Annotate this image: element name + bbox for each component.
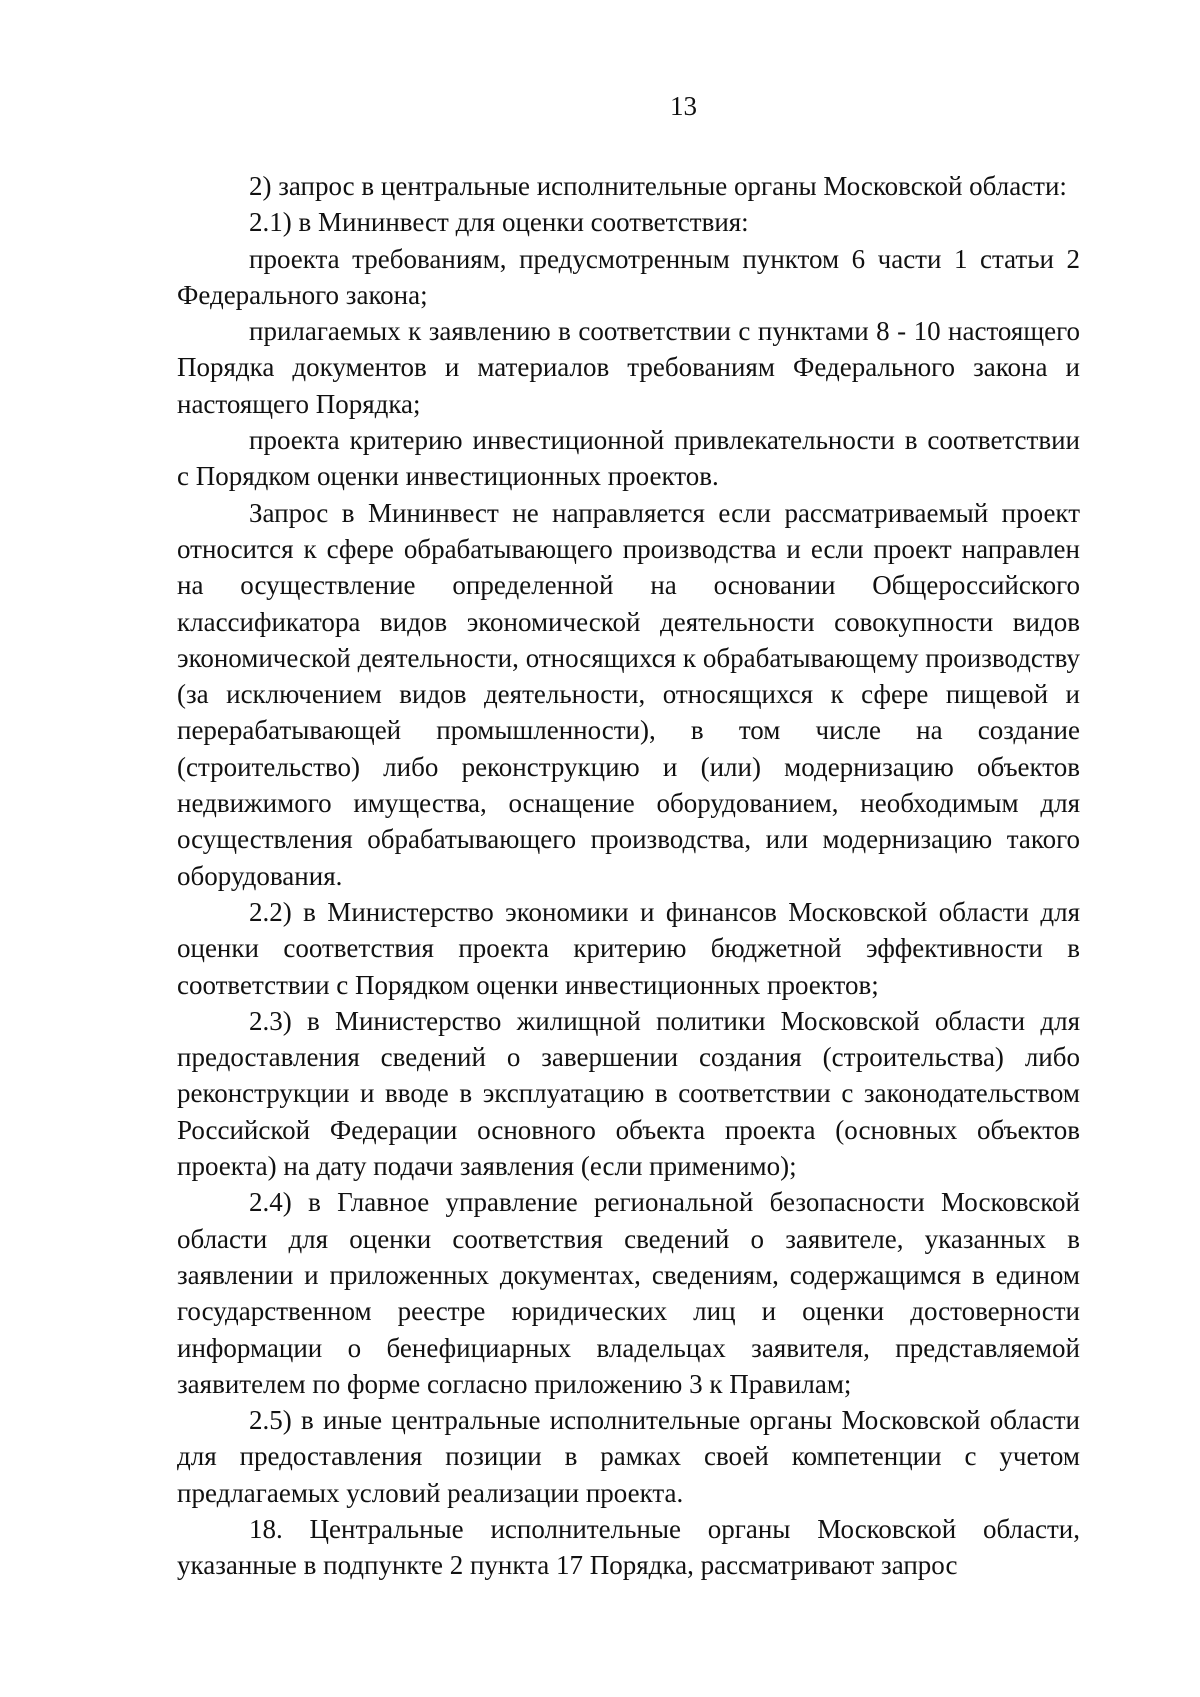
paragraph: проекта требованиям, предусмотренным пунктом 6 части 1 статьи 2 Федерального закона; [177,243,1080,310]
paragraph: Запрос в Мининвест не направляется если рассматриваемый проект относится к сфере обрабатывающего производства и если проект направлен на осуществление определенной на основании Общероссийского классификатора видов экономической деятельности совокупности видов экономической деятельности, относящихся к обрабатывающему производству (за исключением видов деятельности, относящихся к сфере пищевой и перерабатывающей промышленности), в том числе на создание (строительство) либо реконструкцию и (или) модернизацию объектов недвижимого имущества, оснащение оборудованием, необходимым для осуществления обрабатывающего производства, или модернизацию такого оборудования. [177,497,1080,891]
paragraph: прилагаемых к заявлению в соответствии с пунктами 8 - 10 настоящего Порядка документов и материалов требованиям Федерального закона и настоящего Порядка; [177,316,1080,419]
paragraph: проекта критерию инвестиционной привлекательности в соответствии с Порядком оценки инвестиционных проектов. [177,425,1080,492]
paragraph: 2.2) в Министерство экономики и финансов Московской области для оценки соответствия проекта критерию бюджетной эффективности в соответствии с Порядком оценки инвестиционных проектов; [177,896,1080,1000]
paragraph: 2) запрос в центральные исполнительные органы Московской области: [249,171,1067,201]
paragraph: 2.3) в Министерство жилищной политики Московской области для предоставления сведений о завершении создания (строительства) либо реконструкции и вводе в эксплуатацию в соответствии с законодательством Российской Федерации основного объекта проекта (основных объектов проекта) на дату подачи заявления (если применимо); [177,1005,1080,1182]
paragraph: 2.5) в иные центральные исполнительные органы Московской области для предоставления позиции в рамках своей компетенции с учетом предлагаемых условий реализации проекта. [177,1405,1080,1508]
page-number: 13 [670,91,697,121]
paragraph: 2.4) в Главное управление региональной безопасности Московской области для оценки соответствия сведений о заявителе, указанных в заявлении и приложенных документах, сведениям, содержащимся в едином государственном реестре юридических лиц и оценки достоверности информации о бенефициарных владельцах заявителя, представляемой заявителем по форме согласно приложению 3 к Правилам; [177,1187,1080,1399]
paragraph: 18. Центральные исполнительные органы Московской области, указанные в подпункте 2 пункта 17 Порядка, рассматривают запрос [177,1513,1080,1581]
paragraph: 2.1) в Мининвест для оценки соответствия: [249,207,749,238]
